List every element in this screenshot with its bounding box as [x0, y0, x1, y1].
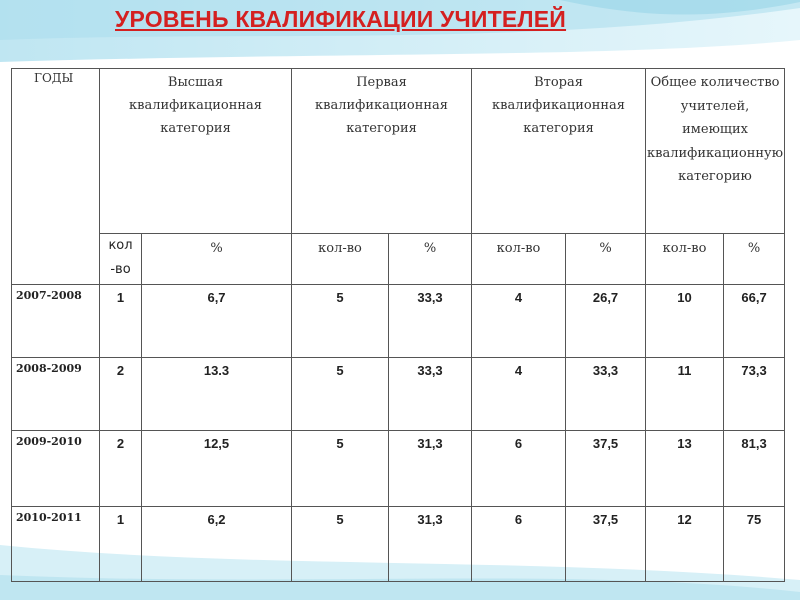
sub-header-label: % — [423, 241, 437, 256]
value-cell: 1 — [100, 507, 142, 582]
value-cell: 6 — [472, 507, 566, 582]
value-cell: 12,5 — [142, 431, 292, 507]
sub-header-label: кол -во — [108, 238, 133, 277]
value-cell: 6,2 — [142, 507, 292, 582]
sub-header-label: % — [599, 241, 612, 256]
value-cell: 2 — [100, 431, 142, 507]
value-cell: 37,5 — [566, 507, 646, 582]
year-cell: 2009-2010 — [12, 431, 100, 507]
value-cell: 11 — [646, 358, 724, 431]
value-cell: 1 — [100, 285, 142, 358]
year-cell: 2007-2008 — [12, 285, 100, 358]
sub-header-label: кол-во — [496, 241, 541, 256]
value-cell: 13 — [646, 431, 724, 507]
sub-header-percent — [389, 234, 472, 285]
value-cell: 13.3 — [142, 358, 292, 431]
value-cell: 73,3 — [724, 358, 785, 431]
value-cell: 31,3 — [389, 431, 472, 507]
value-cell: 6,7 — [142, 285, 292, 358]
category-header-total — [646, 69, 785, 234]
year-cell: 2010-2011 — [12, 507, 100, 582]
qualification-table — [11, 68, 785, 582]
value-cell: 12 — [646, 507, 724, 582]
value-cell: 5 — [292, 358, 389, 431]
value-cell: 31,3 — [389, 507, 472, 582]
value-cell: 6 — [472, 431, 566, 507]
value-cell: 5 — [292, 285, 389, 358]
value-cell: 5 — [292, 431, 389, 507]
sub-header-count — [472, 234, 566, 285]
table-row — [12, 358, 785, 431]
value-cell: 33,3 — [566, 358, 646, 431]
sub-header-percent — [724, 234, 785, 285]
value-cell: 26,7 — [566, 285, 646, 358]
category-header-label: Первая квалификационная категория — [315, 75, 448, 136]
table-row — [12, 431, 785, 507]
category-header-label: Вторая квалификационная категория — [492, 75, 625, 136]
sub-header-count — [646, 234, 724, 285]
category-header-first — [292, 69, 472, 234]
value-cell: 5 — [292, 507, 389, 582]
sub-header-label: % — [210, 241, 223, 256]
table-row — [12, 507, 785, 582]
value-cell: 75 — [724, 507, 785, 582]
years-header: ГОДЫ — [12, 69, 100, 285]
value-cell: 10 — [646, 285, 724, 358]
category-header-second — [472, 69, 646, 234]
value-cell: 37,5 — [566, 431, 646, 507]
sub-header-percent — [566, 234, 646, 285]
sub-header-count — [100, 234, 142, 285]
category-header-highest — [100, 69, 292, 234]
value-cell: 81,3 — [724, 431, 785, 507]
year-cell: 2008-2009 — [12, 358, 100, 431]
sub-header-label: % — [747, 241, 761, 256]
sub-header-label: кол-во — [318, 241, 362, 256]
value-cell: 4 — [472, 285, 566, 358]
category-header-label: Высшая квалификационная категория — [129, 75, 262, 136]
category-header-label: Общее количество учителей, имеющих квалификационную категорию — [647, 75, 784, 184]
sub-header-label: кол-во — [662, 241, 707, 256]
value-cell: 33,3 — [389, 285, 472, 358]
value-cell: 4 — [472, 358, 566, 431]
table-row — [12, 285, 785, 358]
sub-header-count — [292, 234, 389, 285]
sub-header-percent — [142, 234, 292, 285]
value-cell: 2 — [100, 358, 142, 431]
value-cell: 66,7 — [724, 285, 785, 358]
value-cell: 33,3 — [389, 358, 472, 431]
slide-title: УРОВЕНЬ КВАЛИФИКАЦИИ УЧИТЕЛЕЙ — [115, 6, 567, 32]
